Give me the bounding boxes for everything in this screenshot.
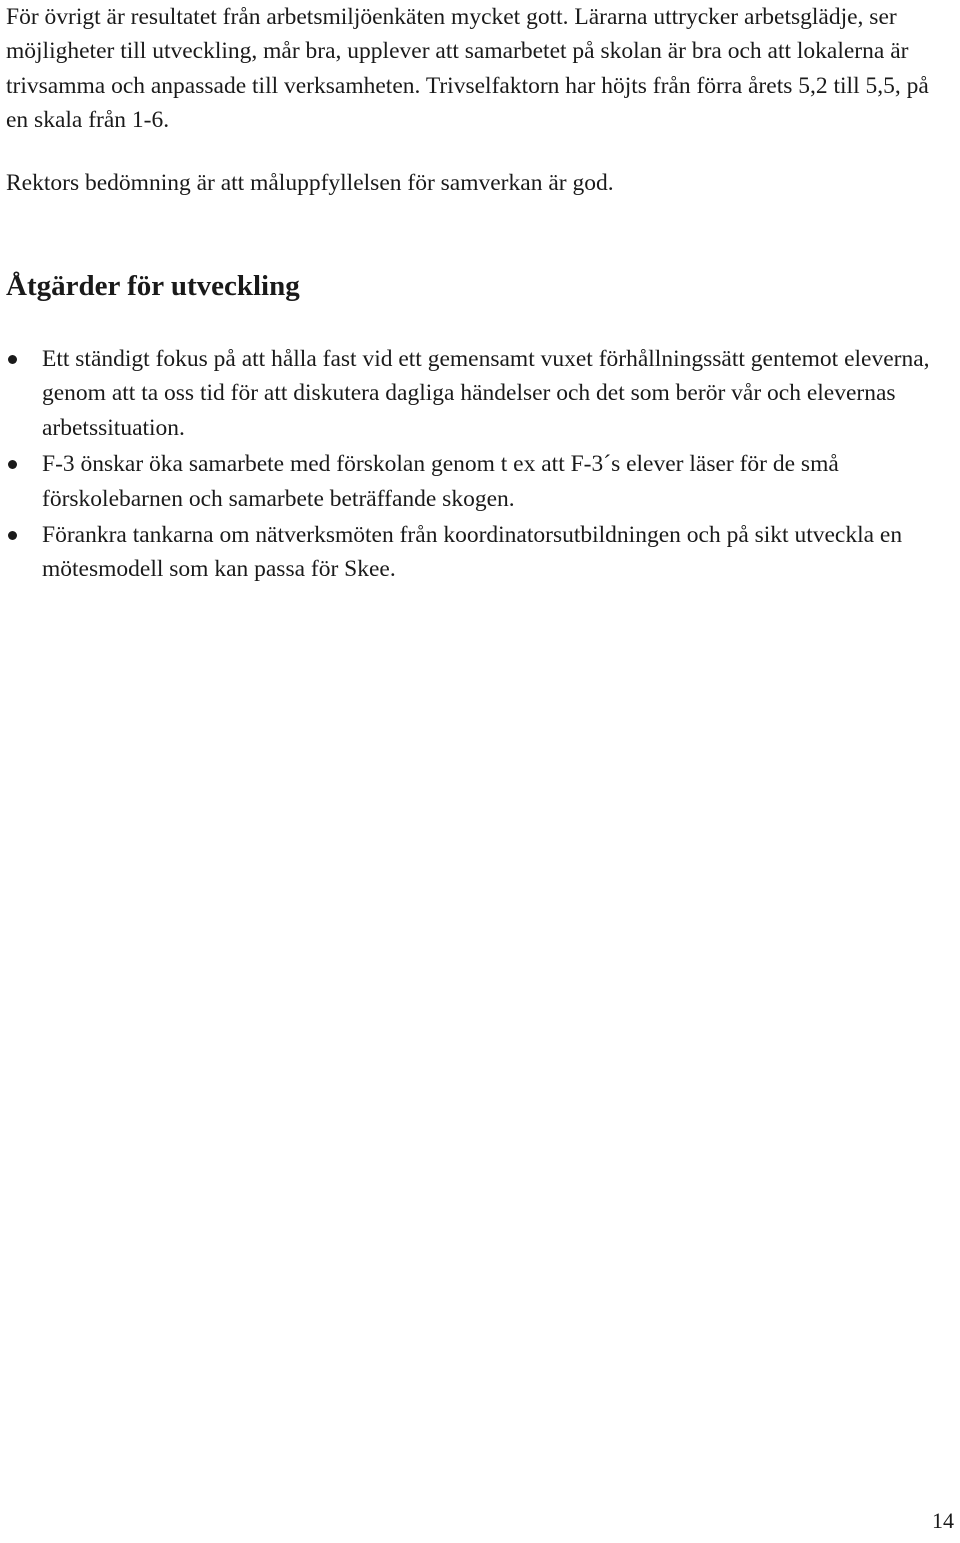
list-item-text: Förankra tankarna om nätverksmöten från koordinatorsutbildningen och på sikt utveckla en mötesmodell som kan passa för Skee.	[42, 522, 903, 583]
page-number: 14	[932, 1508, 954, 1533]
bullet-icon	[8, 460, 17, 469]
bullet-icon	[8, 355, 17, 364]
list-item	[0, 447, 960, 516]
list-item	[0, 518, 960, 587]
list-item	[0, 342, 960, 445]
list-item-text: F-3 önskar öka samarbete med förskolan genom t ex att F-3´s elever läser för de små förskolebarnen och samarbete beträffande skogen.	[42, 451, 839, 512]
assessment-paragraph: Rektors bedömning är att måluppfyllelsen för samverkan är god.	[6, 170, 614, 196]
action-list	[0, 342, 960, 589]
section-heading: Åtgärder för utveckling	[6, 270, 300, 302]
intro-paragraph: För övrigt är resultatet från arbetsmiljöenkäten mycket gott. Lärarna uttrycker arbetsglädje, ser möjligheter till utveckling, mår bra, upplever att samarbetet på skolan är bra och att lokalerna är trivsamma och anpassade till verksamheten. Trivselfaktorn har höjts från förra årets 5,2 till 5,5, på en skala från 1-6.	[6, 4, 929, 134]
bullet-icon	[8, 531, 17, 540]
list-item-text: Ett ständigt fokus på att hålla fast vid ett gemensamt vuxet förhållningssätt gentemot eleverna, genom att ta oss tid för att diskutera dagliga händelser och det som berör vår och elevernas arbetssituation.	[42, 346, 930, 441]
